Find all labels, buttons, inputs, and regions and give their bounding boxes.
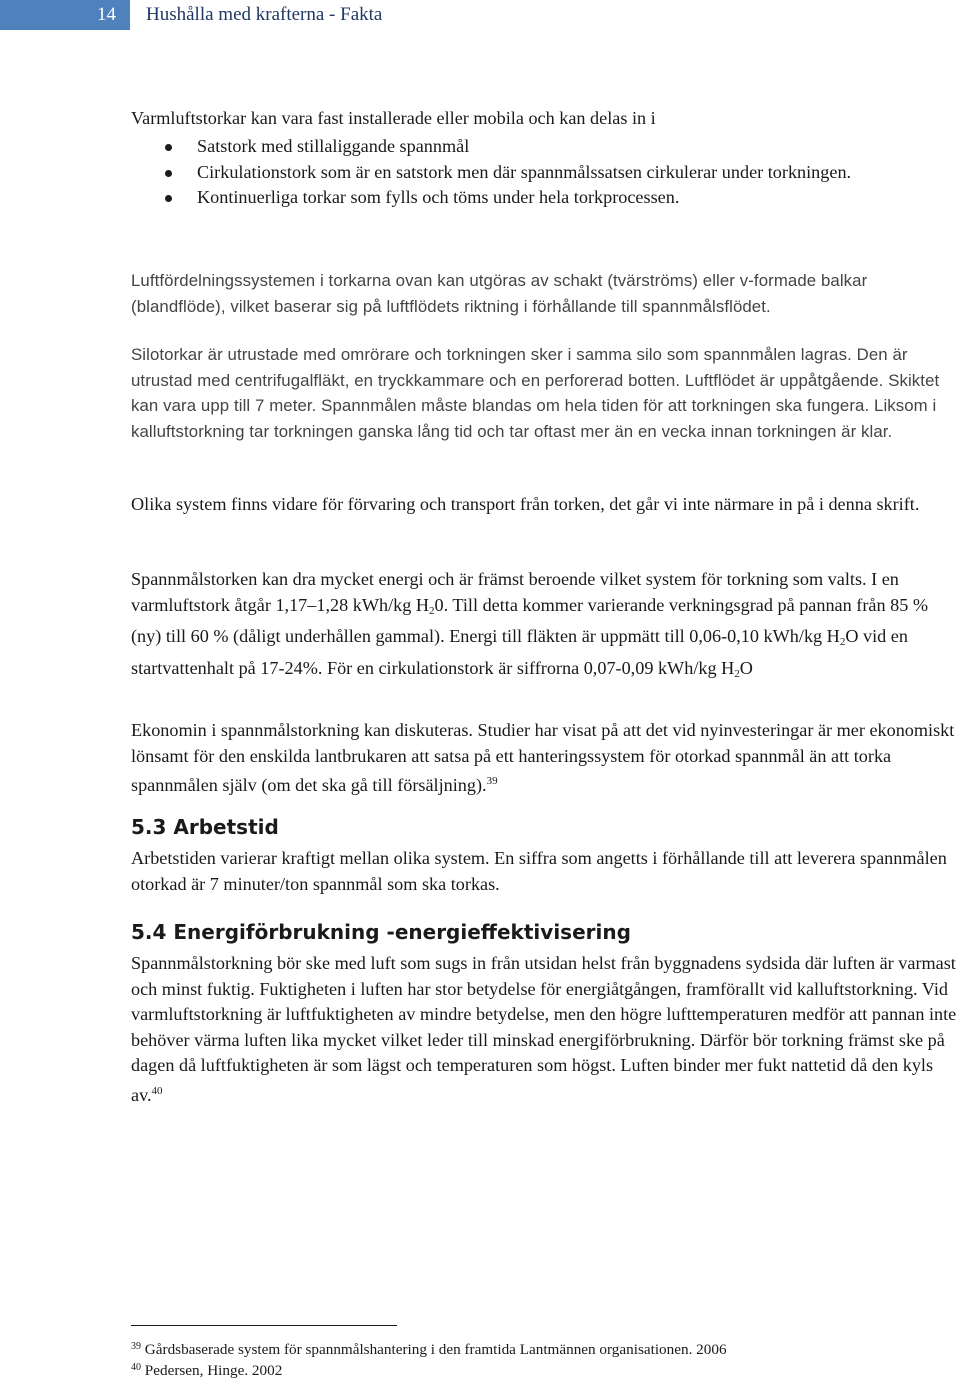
list-item-text: Cirkulationstork som är en satstork men där spannmålssatsen cirkulerar under torkningen.	[197, 161, 852, 182]
intro-paragraph: Varmluftstorkar kan vara fast installerade eller mobila och kan delas in i	[131, 108, 656, 128]
storage-paragraph: Olika system finns vidare för förvaring och transport från torken, det går vi inte närmare in på i denna skrift.	[131, 494, 920, 514]
bullet-icon	[165, 144, 172, 151]
section-heading-5-3: 5.3 Arbetstid	[131, 815, 279, 839]
running-title: Hushålla med krafterna - Fakta	[146, 4, 383, 25]
bullet-icon	[165, 170, 172, 177]
section-heading-5-4: 5.4 Energiförbrukning -energieffektivisering	[131, 920, 631, 944]
economy-paragraph: Ekonomin i spannmålstorkning kan diskuteras. Studier har visat på att det vid nyinvesteringar är mer ekonomiskt lönsamt för den enskilda lantbrukaren att satsa på ett hanteringssystem för otorkad spannmål än att torka spannmålen själv (om det ska gå till försäljning).$^{39}$	[131, 720, 955, 795]
dryer-type-list	[131, 134, 959, 211]
list-item-text: Kontinuerliga torkar som fylls och töms under hela torkprocessen.	[197, 187, 680, 207]
page-header	[0, 0, 960, 30]
list-item	[131, 134, 959, 160]
energy-efficiency-paragraph: Spannmålstorkning bör ske med luft som sugs in från utsidan helst från byggnadens sydsida där luften är varmast och minst fuktig. Fuktigheten i luften har stor betydelse för energiåtgången, framförallt vid kalluftstorkning. Vid varmluftstorkning är luftfuktigheten av mindre betydelse, men den högre lufttemperaturen medför att pannan inte behöver värma luften lika mycket vilket leder till minskad energiförbrukning. Därför bör torkning främst ske på dagen då luftfuktigheten är som lägst och temperaturen som högst. Luften binder mer fukt nattetid då den kyls av.$^{40}$	[131, 953, 957, 1105]
list-item-text: Satstork med stillaliggande spannmål	[197, 136, 470, 156]
footnote-39: $^{39}$ Gårdsbaserade system för spannmålshantering i den framtida Lantmännen organisationen. 2006	[131, 1341, 727, 1358]
footnote-ref: 40	[151, 1084, 163, 1097]
energy-paragraph: Spannmålstorken kan dra mycket energi och är främst beroende vilket system för torkning som valts. I en varmluftstork åtgår 1,17–1,28 kWh/kg $H_20$. Till detta kommer varierande verkningsgrad på pannan från 85 % (ny) till 60 % (dåligt underhållen gammal). Energi till fläkten är uppmätt till 0,06-0,10 kWh/kg $H_2O$ vid en startvattenhalt på 17-24%. För en cirkulationstork är siffrorna 0,07-0,09 kWh/kg $H_2O$	[131, 569, 928, 680]
bullet-icon	[165, 195, 172, 202]
footnote-divider	[131, 1325, 397, 1326]
silo-dryer-paragraph: Silotorkar är utrustade med omrörare och torkningen sker i samma silo som spannmålen lagras. Den är utrustad med centrifugalfläkt, en tryckkammare och en perforerad botten. Luftflödet är uppåtgående. Skiktet kan vara upp till 7 meter. Spannmålen måste blandas om hela tiden för att torkningen ska fungera. Liksom i kalluftstorkning tar torkningen ganska lång tid och tar oftast mer än en vecka innan torkningen är klar.	[131, 345, 940, 441]
list-item	[131, 185, 959, 211]
page-number: 14	[0, 0, 130, 30]
work-time-paragraph: Arbetstiden varierar kraftigt mellan olika system. En siffra som angetts i förhållande till att leverera spannmålen otorkad är 7 minuter/ton spannmål som ska torkas.	[131, 848, 947, 894]
footnote-40: $^{40}$ Pedersen, Hinge. 2002	[131, 1362, 283, 1379]
footnote-ref: 39	[486, 775, 498, 787]
list-item	[131, 160, 959, 186]
air-distribution-paragraph: Luftfördelningssystemen i torkarna ovan kan utgöras av schakt (tvärströms) eller v-formade balkar (blandflöde), vilket baserar sig på luftflödets riktning i förhållande till spannmålsflödet.	[131, 271, 868, 316]
